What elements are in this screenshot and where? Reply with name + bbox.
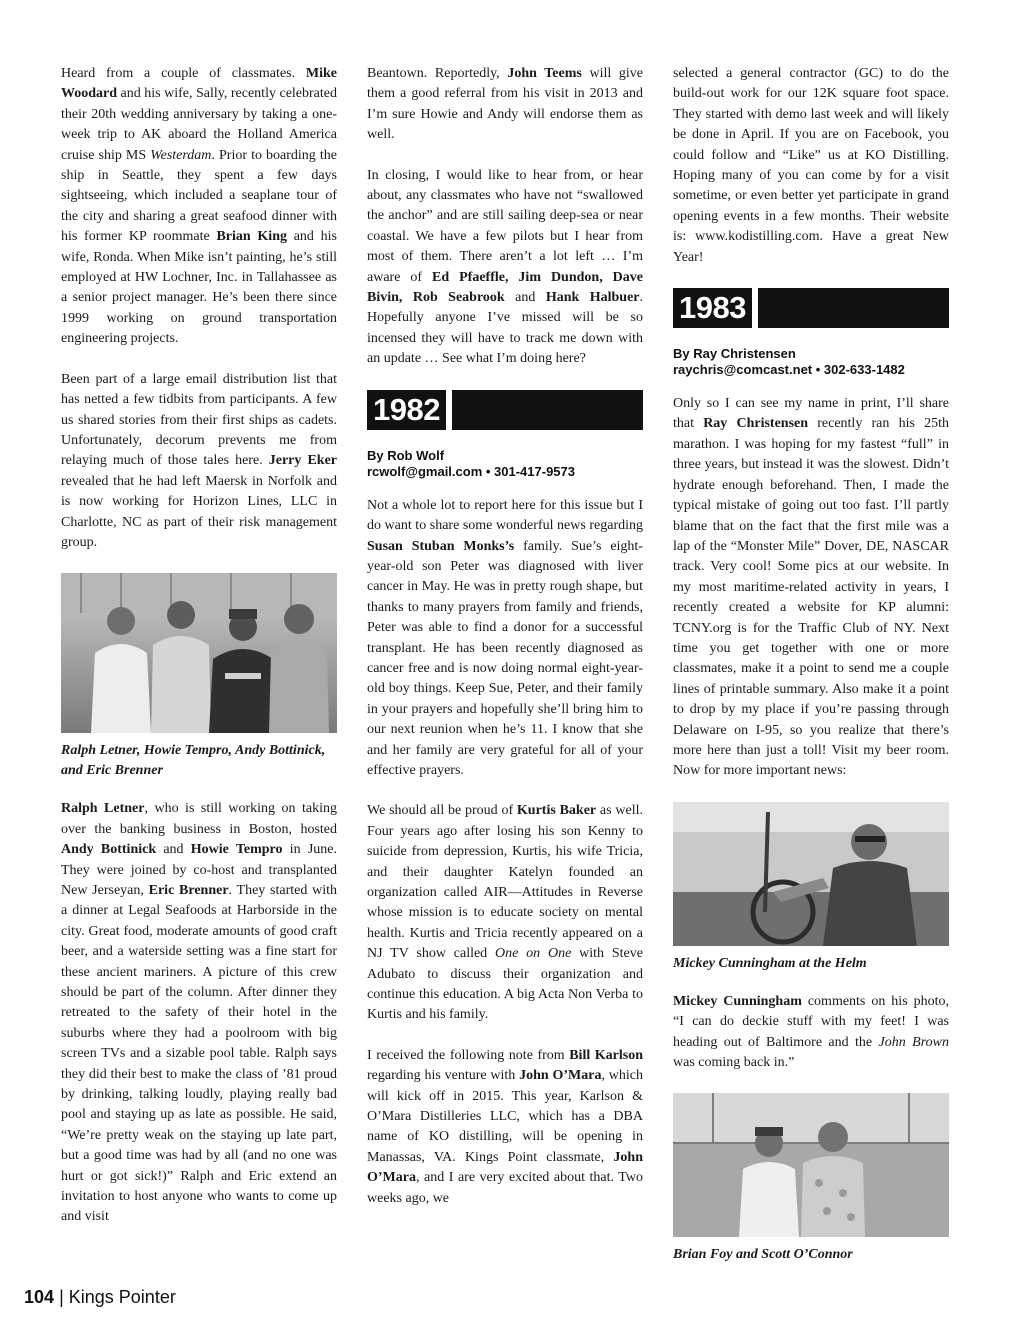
text-run: and xyxy=(156,842,191,858)
text-run: selected a general contractor (GC) to do the build-out work for our 12K square foot space. They started with demo last week and will likely be done in April. If you are on Facebook, you could follow and “Like” us at KO Distilling. Hoping many of you can come by for a visit sometime, or even better yet participate in grand opening events in a few months. Their website is: www.kodistilling.com. Have a great New Year! xyxy=(673,66,949,265)
bold-name: Mickey Cunningham xyxy=(673,993,802,1009)
year-header-bar xyxy=(452,390,643,430)
bold-name: Howie Tempro xyxy=(190,842,283,858)
class-year-label: 1982 xyxy=(367,390,446,430)
text-run: , who is still working on taking over the banking business in Boston, hosted xyxy=(61,801,337,837)
class-year-header xyxy=(673,288,949,328)
bold-name: Brian King xyxy=(216,229,287,245)
column-1 xyxy=(61,64,337,1248)
article-paragraph xyxy=(673,992,949,1074)
byline-author: By Rob Wolf xyxy=(367,447,445,463)
text-run: and his wife, Ronda. When Mike isn’t painting, he’s still employed at HW Lochner, Inc. in Tallahassee as a senior project manager. He’s been there since 1999 working on ground transportation engineering projects. xyxy=(61,229,337,347)
photo-caption: Brian Foy and Scott O’Connor xyxy=(673,1247,853,1263)
bold-name: John O’Mara xyxy=(367,1149,643,1186)
bold-name: Jerry Eker xyxy=(268,453,337,469)
page-footer xyxy=(24,1287,176,1308)
bold-name: Ralph Letner xyxy=(61,801,145,817)
text-run: Heard from a couple of classmates. xyxy=(61,66,306,81)
bold-name: Mike Woodard xyxy=(61,66,337,102)
bold-name: John Teems xyxy=(507,66,582,81)
text-run: In closing, I would like to hear from, or hear about, any classmates who have not “swallowed the anchor” and are still sailing deep-sea or near coastal. We have a few pilots but I hear from most of them. There aren’t a lot left … I’m aware of xyxy=(367,167,643,285)
text-run: comments on his photo, “I can do deckie stuff with my feet! I was heading out of Baltimore and the xyxy=(673,993,949,1050)
photo-caption: Mickey Cunningham at the Helm xyxy=(673,955,867,971)
text-run: Only so I can see my name in print, I’ll share that xyxy=(673,396,949,432)
text-run: revealed that he had left Maersk in Norfolk and is now working for Horizon Lines, LLC in Charlotte, NC as part of their risk management group. xyxy=(61,473,337,550)
text-run: I received the following note from xyxy=(367,1047,570,1063)
text-run: regarding his venture with xyxy=(367,1068,520,1084)
bold-name: Hank Halbuer xyxy=(545,290,640,306)
italic-title: One on One xyxy=(495,946,572,962)
text-run: , and I are very excited about that. Two weeks ago, we xyxy=(367,1170,643,1206)
text-run: as well. Four years ago after losing his son Kenny to suicide from depression, Kurtis, his wife Tricia, and their daughter Katelyn founded an organization called AIR—Attitudes in Reverse whose mission is to educate society on mental health. Kurtis and Tricia recently appeared on a NJ TV show called xyxy=(367,803,643,962)
article-paragraph xyxy=(673,64,949,268)
footer-separator: | xyxy=(59,1287,64,1307)
text-run: recently ran his 25th marathon. I was hoping for my fastest “full” in three years, but instead it was the slowest. Didn’t hydrate enough beforehand. Then, I made the typical mistake of going out too fast. I’ll partly blame that on the fact that the first mile was a lap of the “Monster Mile” Dover, DE, NASCAR track. Very cool! Some pics at our website. In my most maritime-related activity in years, I recently created a website for KP alumni: TCNY.org is for the Traffic Club of NY. Next time you get together with one or more classmates, make it a point to send me a couple lines of printable summary. Also make it a point to drop by my place if you’re passing through Delaware on I-95, so you realize that there’s more here than just a toll! Visit my beer room. Now for more important news: xyxy=(673,416,949,779)
article-paragraph xyxy=(367,64,643,146)
article-paragraph xyxy=(367,1046,643,1209)
byline-contact: rcwolf@gmail.com • 301-417-9573 xyxy=(367,463,575,479)
class-year-header xyxy=(367,390,643,430)
photo-four-classmates xyxy=(61,573,337,733)
bold-name: Ed Pfaeffle, Jim Dundon, Dave Bivin, Rob Seabrook xyxy=(367,269,643,306)
text-run: was coming back in.” xyxy=(673,1055,795,1070)
pair-photo-image xyxy=(673,1093,949,1237)
article-paragraph xyxy=(367,801,643,1025)
text-run: Beantown. Reportedly, xyxy=(367,66,508,81)
class-year-label: 1983 xyxy=(673,288,752,328)
bold-name: Bill Karlson xyxy=(569,1047,643,1063)
text-run: . Hopefully anyone I’ve missed will be so incensed they will have to track me down with an update … See what I’m doing here? xyxy=(367,290,643,367)
year-header-bar xyxy=(758,288,949,328)
text-run: in June. They were joined by co-host and transplanted New Jerseyan, xyxy=(61,842,337,898)
italic-title: Westerdam xyxy=(150,147,212,163)
text-run: Been part of a large email distribution list that has netted a few tidbits from participants. A few us shared stories from their first ships as cadets. Unfortunately, decorum prevents me from relaying much of those tales here. xyxy=(61,371,337,469)
bold-name: Susan Stuban Monks’s xyxy=(367,538,515,554)
text-run: . They started with a dinner at Legal Seafoods at Harborside in the city. Great food, moderate amounts of good craft beer, and a waterside setting was a fine start for these ancient mariners. A picture of this crew should be part of the column. After dinner they retreated to the safety of their hotel in the suburbs where they had a poolroom with big screen TVs and a sizable pool table. Ralph says they did their best to make the class of ’81 proud by drinking, talking loudly, playing really bad pool and staying up as late as possible. He said, “We’re pretty weak on the staying up late part, but a good time was had by all (and no one was hurt or got sick!)” Ralph and Eric extend an invitation to host anyone who wants to come up and visit xyxy=(61,882,337,1225)
page-number: 104 xyxy=(24,1287,55,1307)
byline xyxy=(673,346,949,378)
byline xyxy=(367,448,643,480)
text-run: . Prior to boarding the ship in Seattle, they spent a few days sightseeing, which included a seaplane tour of the city and sharing a great seafood dinner with his former KP roommate xyxy=(61,147,337,245)
article-paragraph xyxy=(367,166,643,370)
article-paragraph xyxy=(61,64,337,350)
bold-name: John O’Mara xyxy=(519,1068,602,1084)
article-paragraph xyxy=(61,370,337,554)
text-run: Not a whole lot to report here for this issue but I do want to share some wonderful news regarding xyxy=(367,497,643,534)
article-paragraph xyxy=(673,394,949,782)
publication-name: Kings Pointer xyxy=(68,1287,176,1307)
italic-title: John Brown xyxy=(878,1034,949,1050)
group-photo-image xyxy=(61,573,337,733)
byline-author: By Ray Christensen xyxy=(673,346,796,362)
text-run: family. Sue’s eight-year-old son Peter was diagnosed with liver cancer in May. He was in pretty rough shape, but thanks to many prayers from family and friends, Peter was able to find a donor for a successful transplant. He has been recently diagnosed as cancer free and is now doing normal eight-year-old boy things. Keep Sue, Peter, and their family in your prayers and hopefully she’ll bring him to our next reunion when he’s 11. I know that she and her family are very grateful for all of your effective prayers. xyxy=(367,538,643,778)
text-run: and xyxy=(504,290,546,306)
text-run: will give them a good referral from his visit in 2013 and I’m sure Howie and Andy will endorse them as well. xyxy=(367,66,643,143)
bold-name: Eric Brenner xyxy=(148,882,229,898)
column-2 xyxy=(367,64,643,1229)
bold-name: Andy Bottinick xyxy=(61,842,157,858)
text-run: with Steve Adubato to discuss their organization and continue this education. A big Acta Non Verba to Kurtis and his family. xyxy=(367,946,643,1023)
text-run: and his wife, Sally, recently celebrated their 20th wedding anniversary by taking a one-week trip to AK aboard the Holland America cruise ship MS xyxy=(61,86,337,163)
byline-contact: raychris@comcast.net • 302-633-1482 xyxy=(673,362,905,378)
photo-caption: Ralph Letner, Howie Tempro, Andy Bottinick, and Eric Brenner xyxy=(61,743,326,779)
bold-name: Kurtis Baker xyxy=(516,803,597,819)
article-paragraph xyxy=(367,496,643,782)
text-run: , which will kick off in 2015. This year, Karlson & O’Mara Distilleries LLC, which has a DBA name of KO distilling, will be opening in Manassas, VA. Kings Point classmate, xyxy=(367,1068,643,1165)
photo-helm xyxy=(673,802,949,946)
column-3 xyxy=(673,64,949,1283)
helm-photo-image xyxy=(673,802,949,946)
photo-two-classmates xyxy=(673,1093,949,1237)
text-run: We should all be proud of xyxy=(367,803,517,819)
bold-name: Ray Christensen xyxy=(703,416,809,432)
article-paragraph xyxy=(61,799,337,1228)
